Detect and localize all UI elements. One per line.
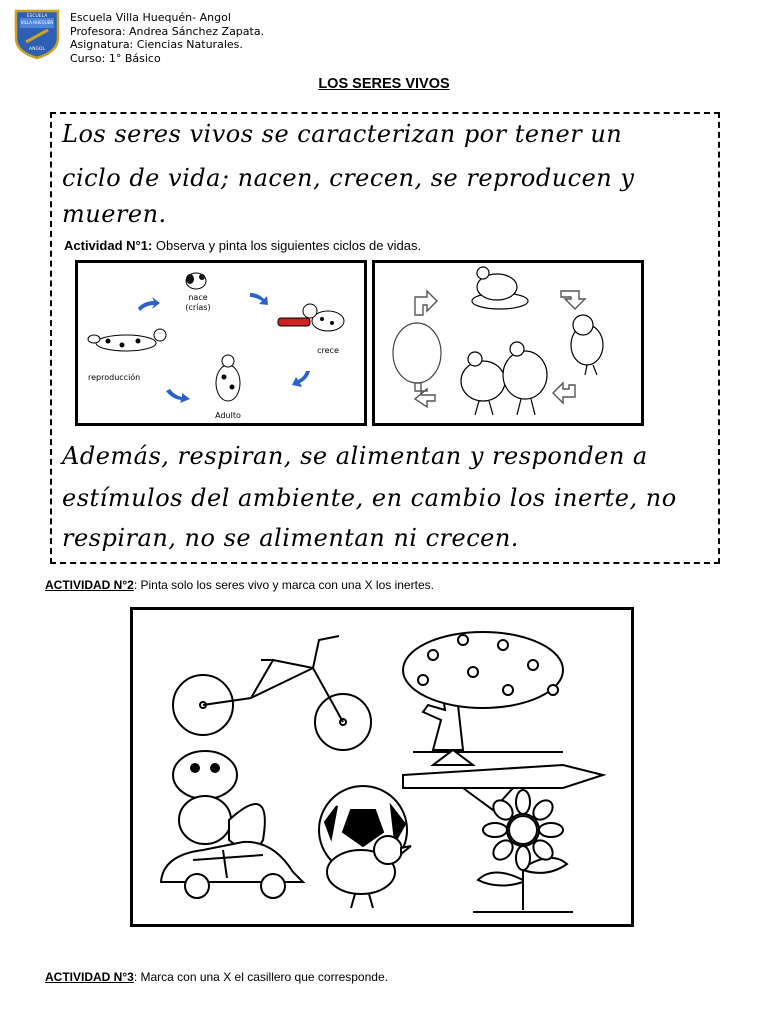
subject-name: Asignatura: Ciencias Naturales. [70,38,243,51]
adult-dog-icon [216,355,240,401]
activity-1-text: Observa y pinta los siguientes ciclos de vidas. [155,238,422,253]
chick-icon [571,315,603,375]
activity-2-text: : Pinta solo los seres vivo y marca con una X los inertes. [133,578,434,592]
bicycle-icon [173,636,371,750]
activity-2-label: ACTIVIDAD N°2 [45,578,134,592]
intro-line-2: ciclo de vida; nacen, crecen, se reproducen y [62,164,635,192]
hen-on-nest-icon [472,267,528,309]
logo-text-2: VILLA HUEQUÉN [20,20,54,25]
school-name: Escuela Villa Huequén- Angol [70,11,231,24]
dog-life-cycle-illustration [78,263,364,423]
egg-icon [393,323,441,383]
tree-icon [403,632,563,752]
dog-life-cycle-panel [75,260,367,426]
label-crece: crece [317,346,339,355]
activity-3-text: : Marca con una X el casillero que corresponde. [133,970,388,984]
school-header [70,11,264,65]
outro-line-2: estímulos del ambiente, en cambio los inerte, no [62,484,677,512]
squirrel-icon [173,751,265,850]
intro-line-1: Los seres vivos se caracterizan por tener un [62,120,623,148]
activity-1-instruction [64,238,421,253]
puppy-icon [186,273,206,289]
label-reproduccion: reproducción [88,373,141,382]
course-name: Curso: 1° Básico [70,51,161,65]
living-nonliving-panel [130,607,634,927]
living-nonliving-illustration [133,610,631,924]
label-nace: nace [188,293,208,302]
activity-3-label: ACTIVIDAD N°3 [45,970,134,984]
logo-text-1: ESCUELA [26,14,48,19]
chicken-life-cycle-illustration [375,263,641,423]
activity-3-instruction [45,970,388,984]
teacher-name: Profesora: Andrea Sánchez Zapata. [70,24,265,38]
sunflower-icon [473,790,573,912]
label-adulto: Adulto [215,411,241,420]
activity-2-instruction [45,578,434,592]
school-logo [12,8,62,60]
page-title [0,76,768,92]
page-title-text: LOS SERES VIVOS [318,76,450,92]
hen-rooster-icon [461,342,547,415]
intro-line-3: mueren. [62,200,167,228]
logo-text-3: ANGOL [29,47,45,52]
activity-1-label: Actividad N°1: [64,238,153,253]
car-icon [161,842,303,898]
outro-line-1: Además, respiran, se alimentan y responden a [62,442,648,470]
label-crias: (crías) [185,303,211,312]
mother-dog-icon [88,329,166,351]
chicken-life-cycle-panel [372,260,644,426]
outro-line-3: respiran, no se alimentan ni crecen. [62,524,519,552]
young-dog-icon [278,304,344,331]
